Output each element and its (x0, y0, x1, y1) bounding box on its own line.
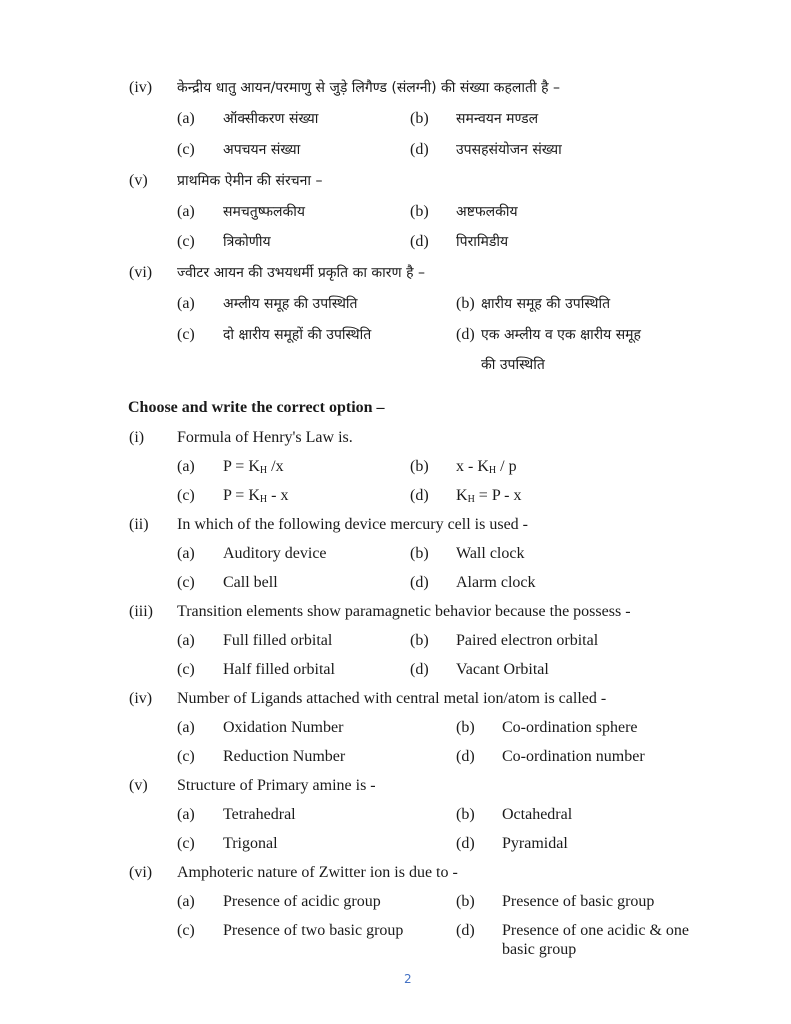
formula-subscript: H (259, 494, 268, 505)
option-label: (c) (177, 661, 195, 678)
option-text: Paired electron orbital (456, 632, 599, 649)
option-text: एक अम्लीय व एक क्षारीय समूह (481, 327, 641, 343)
question-text: Number of Ligands attached with central metal ion/atom is called - (177, 690, 607, 707)
option-label: (a) (177, 719, 195, 736)
option-text: Trigonal (223, 835, 278, 852)
option-text: Half filled orbital (223, 661, 335, 678)
option-label: (b) (410, 458, 429, 475)
option-label: (a) (177, 806, 195, 823)
option-label: (c) (177, 748, 195, 765)
option-label: (c) (177, 233, 195, 250)
formula-subscript: H (488, 465, 497, 476)
option-label: (a) (177, 110, 195, 127)
option-label: (a) (177, 203, 195, 220)
option-text: दो क्षारीय समूहों की उपस्थिति (223, 327, 372, 343)
option-text: Wall clock (456, 545, 525, 562)
option-label: (b) (410, 203, 429, 220)
question-number: (i) (129, 429, 145, 446)
option-text: क्षारीय समूह की उपस्थिति (481, 296, 611, 312)
option-label: (d) (456, 835, 475, 852)
option-label: (d) (410, 574, 429, 591)
question-text: Amphoteric nature of Zwitter ion is due to - (177, 864, 458, 881)
option-label: (b) (410, 110, 429, 127)
option-label: (a) (177, 632, 195, 649)
formula-part: = P - x (474, 487, 522, 504)
option-text: उपसहसंयोजन संख्या (456, 142, 562, 158)
option-label: (d) (410, 141, 429, 158)
formula-part: P = K (223, 458, 260, 475)
option-text: पिरामिडीय (456, 234, 509, 250)
option-text: अपचयन संख्या (223, 142, 301, 158)
question-text: Structure of Primary amine is - (177, 777, 376, 794)
option-formula (456, 457, 517, 481)
question-number: (vi) (129, 264, 153, 281)
option-formula (223, 457, 284, 481)
question-text: ज्वीटर आयन की उभयधर्मी प्रकृति का कारण है – (177, 265, 425, 281)
option-text: Presence of two basic group (223, 922, 404, 939)
option-label: (d) (456, 326, 475, 343)
option-text: Oxidation Number (223, 719, 344, 736)
formula-subscript: H (259, 465, 268, 476)
option-text: Pyramidal (502, 835, 568, 852)
question-number: (iv) (129, 79, 153, 96)
option-text: अम्लीय समूह की उपस्थिति (223, 296, 358, 312)
section-heading: Choose and write the correct option – (128, 399, 385, 416)
question-text: Formula of Henry's Law is. (177, 429, 353, 446)
option-text: Auditory device (223, 545, 327, 562)
option-text: Co-ordination sphere (502, 719, 638, 736)
option-label: (b) (456, 295, 475, 312)
option-text: अष्टफलकीय (456, 204, 518, 220)
option-label: (d) (456, 922, 475, 939)
option-label: (c) (177, 835, 195, 852)
question-text: प्राथमिक ऐमीन की संरचना – (177, 173, 323, 189)
option-text: Reduction Number (223, 748, 346, 765)
option-label: (b) (410, 632, 429, 649)
option-label: (d) (456, 748, 475, 765)
option-text: Tetrahedral (223, 806, 296, 823)
option-text: Presence of one acidic & one (502, 922, 690, 939)
option-text: Co-ordination number (502, 748, 645, 765)
option-label: (c) (177, 326, 195, 343)
option-label: (b) (456, 806, 475, 823)
option-label: (b) (456, 719, 475, 736)
option-text: समचतुष्फलकीय (223, 204, 305, 220)
option-formula (456, 486, 521, 510)
option-text: ऑक्सीकरण संख्या (223, 111, 319, 127)
option-text: Presence of acidic group (223, 893, 381, 910)
option-text: Vacant Orbital (456, 661, 549, 678)
question-text: केन्द्रीय धातु आयन/परमाणु से जुड़े लिगैण्ड (संलग्नी) की संख्या कहलाती है – (177, 80, 560, 96)
option-text: Presence of basic group (502, 893, 655, 910)
question-number: (iii) (129, 603, 153, 620)
formula-part: x - K (456, 458, 489, 475)
option-text: समन्वयन मण्डल (456, 111, 539, 127)
option-label: (d) (410, 661, 429, 678)
option-text: Full filled orbital (223, 632, 333, 649)
question-text: In which of the following device mercury cell is used - (177, 516, 528, 533)
option-label: (a) (177, 545, 195, 562)
option-label: (a) (177, 458, 195, 475)
option-label: (d) (410, 233, 429, 250)
option-text-continued: की उपस्थिति (481, 357, 545, 373)
option-label: (c) (177, 141, 195, 158)
option-label: (b) (456, 893, 475, 910)
option-text: Call bell (223, 574, 278, 591)
option-label: (b) (410, 545, 429, 562)
question-number: (vi) (129, 864, 153, 881)
option-text: Alarm clock (456, 574, 536, 591)
question-number: (iv) (129, 690, 153, 707)
option-label: (c) (177, 574, 195, 591)
question-number: (v) (129, 777, 148, 794)
option-label: (c) (177, 922, 195, 939)
question-number: (ii) (129, 516, 149, 533)
question-text: Transition elements show paramagnetic behavior because the possess - (177, 603, 631, 620)
option-label: (a) (177, 295, 195, 312)
option-label: (d) (410, 487, 429, 504)
option-label: (c) (177, 487, 195, 504)
option-label: (a) (177, 893, 195, 910)
formula-part: P = K (223, 487, 260, 504)
page-number: 2 (404, 972, 412, 986)
option-text: Octahedral (502, 806, 573, 823)
formula-subscript: H (467, 494, 475, 505)
formula-part: /x (267, 458, 284, 475)
formula-part: / p (496, 458, 517, 475)
option-text-continued: basic group (502, 941, 577, 958)
option-text: त्रिकोणीय (223, 234, 271, 250)
formula-part: - x (267, 487, 289, 504)
formula-part: K (456, 487, 468, 504)
option-formula (223, 486, 288, 510)
question-number: (v) (129, 172, 148, 189)
